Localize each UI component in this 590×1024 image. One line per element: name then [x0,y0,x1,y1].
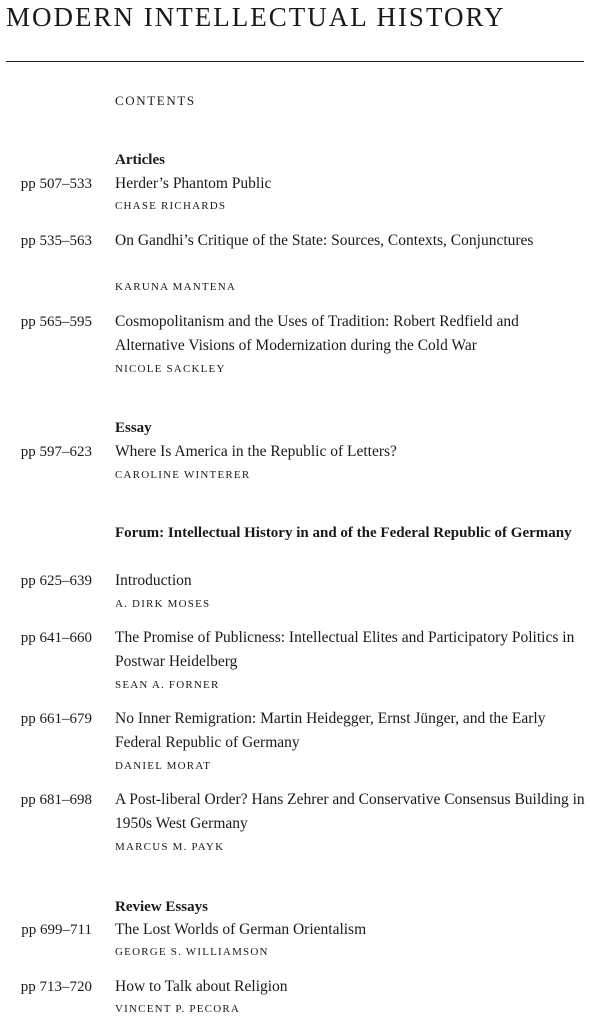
page-range: pp 713–720 [20,979,92,995]
article-title[interactable]: A Post-liberal Order? Hans Zehrer and Conservative Consensus Building in 1950s West Germany [115,791,585,832]
journal-title: MODERN INTELLECTUAL HISTORY [6,2,506,32]
article-author: CHASE RICHARDS [115,200,227,212]
article-author: MARCUS M. PAYK [115,841,225,853]
article-author: NICOLE SACKLEY [115,363,226,375]
article-title[interactable]: Where Is America in the Republic of Letters? [115,443,397,460]
article-author: VINCENT P. PECORA [115,1003,241,1015]
page-range: pp 565–595 [20,314,92,330]
article-author: CAROLINE WINTERER [115,469,251,481]
page-range: pp 625–639 [20,573,92,589]
page-range: pp 661–679 [20,711,92,727]
article-author: GEORGE S. WILLIAMSON [115,946,269,958]
article-title[interactable]: Cosmopolitanism and the Uses of Tradition: Robert Redfield and Alternative Visions of Modernization during the Cold War [115,313,519,354]
article-author: DANIEL MORAT [115,760,212,772]
article-title[interactable]: Herder’s Phantom Public [115,175,272,192]
article-title[interactable]: The Lost Worlds of German Orientalism [115,921,367,938]
article-title[interactable]: No Inner Remigration: Martin Heidegger, Ernst Jünger, and the Early Federal Republic of Germany [115,710,546,751]
page-range: pp 597–623 [20,444,92,460]
page-range: pp 699–711 [21,922,92,938]
article-author: A. DIRK MOSES [115,598,211,610]
section-heading-review-essays: Review Essays [115,899,208,915]
article-author: KARUNA MANTENA [115,281,236,293]
page-range: pp 507–533 [20,176,92,192]
section-heading-forum: Forum: Intellectual History in and of the Federal Republic of Germany [115,525,572,541]
article-author: SEAN A. FORNER [115,679,220,691]
article-title[interactable]: The Promise of Publicness: Intellectual Elites and Participatory Politics in Postwar Heidelberg [115,629,575,670]
contents-heading: CONTENTS [115,93,196,108]
article-title[interactable]: Introduction [115,572,192,589]
article-title[interactable]: On Gandhi’s Critique of the State: Sources, Contexts, Conjunctures [115,232,534,249]
header-rule [6,61,584,62]
page-range: pp 641–660 [20,630,92,646]
section-heading-articles: Articles [115,152,165,168]
section-heading-essay: Essay [115,420,152,436]
page-range: pp 535–563 [20,233,92,249]
article-title[interactable]: How to Talk about Religion [115,978,288,995]
page-range: pp 681–698 [20,792,92,808]
